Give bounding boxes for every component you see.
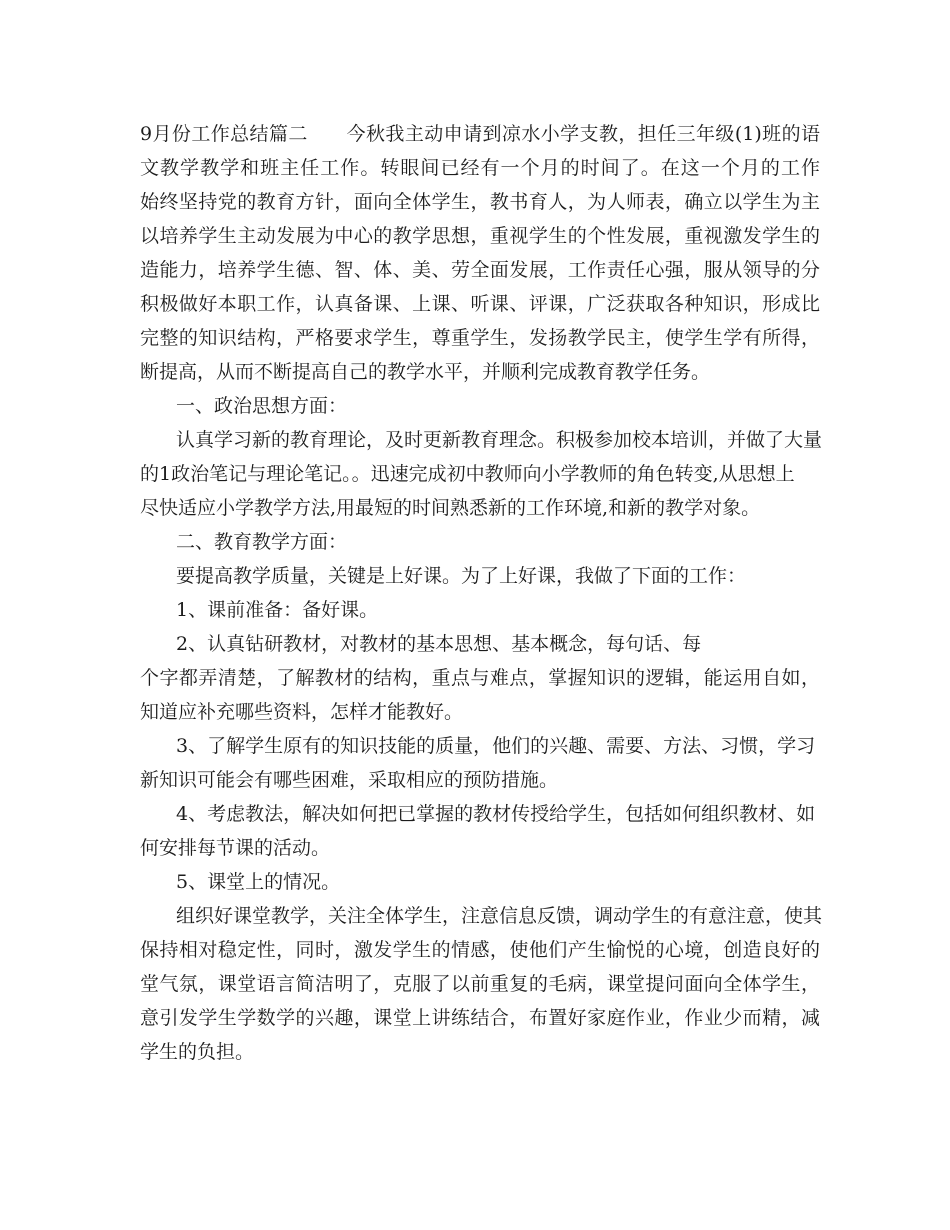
text-line-6: 积极做好本职工作，认真备课、上课、听课、评课，广泛获取各种知识，形成比 [140,293,820,315]
text-line-8: 断提高，从而不断提高自己的教学水平，并顺利完成教育教学任务。 [140,361,711,383]
text-line-28: 学生的负担。 [140,1041,255,1063]
text-line-14: 要提高教学质量，关键是上好课。为了上好课，我做了下面的工作： [176,565,747,587]
text-line-3: 始终坚持党的教育方针，面向全体学生，教书育人，为人师表，确立以学生为主 [140,191,820,213]
text-line-12: 尽快适应小学教学方法,用最短的时间熟悉新的工作环境,和新的教学对象。 [140,497,761,519]
text-line-27: 意引发学生学数学的兴趣，课堂上讲练结合，布置好家庭作业，作业少而精，减 [140,1007,820,1029]
list-item-3: 3、了解学生原有的知识技能的质量，他们的兴趣、需要、方法、习惯，学习 [176,735,816,757]
text-line-10: 认真学习新的教育理论，及时更新教育理念。积极参加校本培训，并做了大量 [176,429,823,451]
text-line-2: 文教学教学和班主任工作。转眼间已经有一个月的时间了。在这一个月的工作 [140,157,820,179]
text-line-1: 9月份工作总结篇二 今秋我主动申请到凉水小学支教，担任三年级(1)班的语 [140,123,820,145]
text-line-11: 的1政治笔记与理论笔记。。迅速完成初中教师向小学教师的角色转变,从思想上 [140,463,795,485]
list-item-4: 4、考虑教法，解决如何把已掌握的教材传授给学生，包括如何组织教材、如 [176,803,816,825]
section-heading-politics: 一、政治思想方面： [176,395,348,417]
text-line-4: 以培养学生主动发展为中心的教学思想，重视学生的个性发展，重视激发学生的 [140,225,820,247]
list-item-1: 1、课前准备：备好课。 [176,599,379,621]
text-line-7: 完整的知识结构，严格要求学生，尊重学生，发扬教学民主，使学生学有所得， [140,327,820,349]
text-line-24: 组织好课堂教学，关注全体学生，注意信息反馈，调动学生的有意注意，使其 [176,905,823,927]
list-item-2: 2、认真钻研教材，对教材的基本思想、基本概念，每句话、每 [176,633,702,655]
text-line-25: 保持相对稳定性，同时，激发学生的情感，使他们产生愉悦的心境，创造良好的 [140,939,820,961]
text-line-18: 知道应补充哪些资料，怎样才能教好。 [140,701,464,723]
text-line-5: 造能力，培养学生德、智、体、美、劳全面发展，工作责任心强，服从领导的分 [140,259,820,281]
text-line-22: 何安排每节课的活动。 [140,837,331,859]
text-line-26: 堂气氛，课堂语言简洁明了，克服了以前重复的毛病，课堂提问面向全体学生， [140,973,820,995]
section-heading-teaching: 二、教育教学方面： [176,531,348,553]
list-item-5: 5、课堂上的情况。 [176,871,341,893]
text-line-20: 新知识可能会有哪些困难，采取相应的预防措施。 [140,769,559,791]
text-line-17: 个字都弄清楚，了解教材的结构，重点与难点，掌握知识的逻辑，能运用自如， [140,667,820,689]
